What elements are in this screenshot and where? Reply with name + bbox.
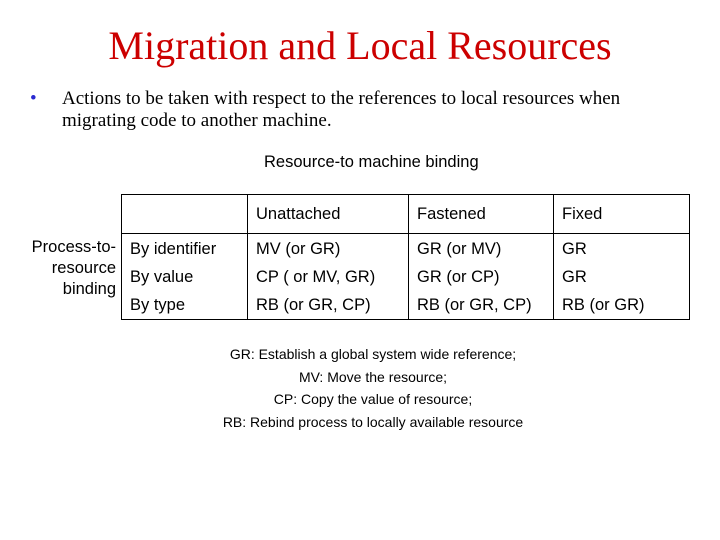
- cell-value: GR: [562, 268, 587, 286]
- column-header-fixed: Fixed: [554, 195, 690, 234]
- column-header-unattached: Unattached: [248, 195, 409, 234]
- cell-value: GR (or MV): [417, 240, 502, 258]
- cell-value: GR: [562, 240, 587, 258]
- cell-value: CP ( or MV, GR): [256, 268, 376, 286]
- cell-value: RB (or GR, CP): [417, 296, 532, 314]
- unattached-cell: [248, 234, 409, 320]
- bullet-point-icon: •: [30, 88, 37, 109]
- row-group-header: [18, 237, 116, 300]
- legend-item: GR: Establish a global system wide reference;: [229, 346, 517, 362]
- binding-table: [121, 194, 690, 320]
- fastened-cell: [409, 234, 554, 320]
- legend-item: CP: Copy the value of resource;: [273, 391, 473, 407]
- column-header-fastened: Fastened: [409, 195, 554, 234]
- row-group-header-line: Process-to-: [31, 238, 116, 256]
- legend-item: RB: Rebind process to locally available resource: [222, 413, 524, 430]
- cell-value: RB (or GR, CP): [256, 296, 371, 314]
- row-labels-cell: [122, 234, 248, 320]
- legend: [168, 343, 578, 433]
- legend-item: MV: Move the resource;: [298, 368, 448, 385]
- bullet-text: Actions to be taken with respect to the references to local resources when migrating code to another machine.: [62, 88, 621, 131]
- table-header-row: [122, 195, 690, 234]
- row-label: By identifier: [130, 240, 217, 258]
- cell-value: MV (or GR): [256, 240, 341, 258]
- row-label: By type: [130, 296, 186, 314]
- cell-value: GR (or CP): [417, 268, 500, 286]
- fixed-cell: [554, 234, 690, 320]
- row-label: By value: [130, 268, 194, 286]
- cell-value: RB (or GR): [562, 296, 645, 314]
- row-group-header-line: resource: [51, 259, 116, 277]
- table-caption: Resource-to machine binding: [264, 153, 479, 171]
- row-group-header-line: binding: [62, 280, 116, 298]
- header-empty-cell: [122, 195, 248, 234]
- table-row: [122, 234, 690, 320]
- slide-title: Migration and Local Resources: [108, 23, 612, 68]
